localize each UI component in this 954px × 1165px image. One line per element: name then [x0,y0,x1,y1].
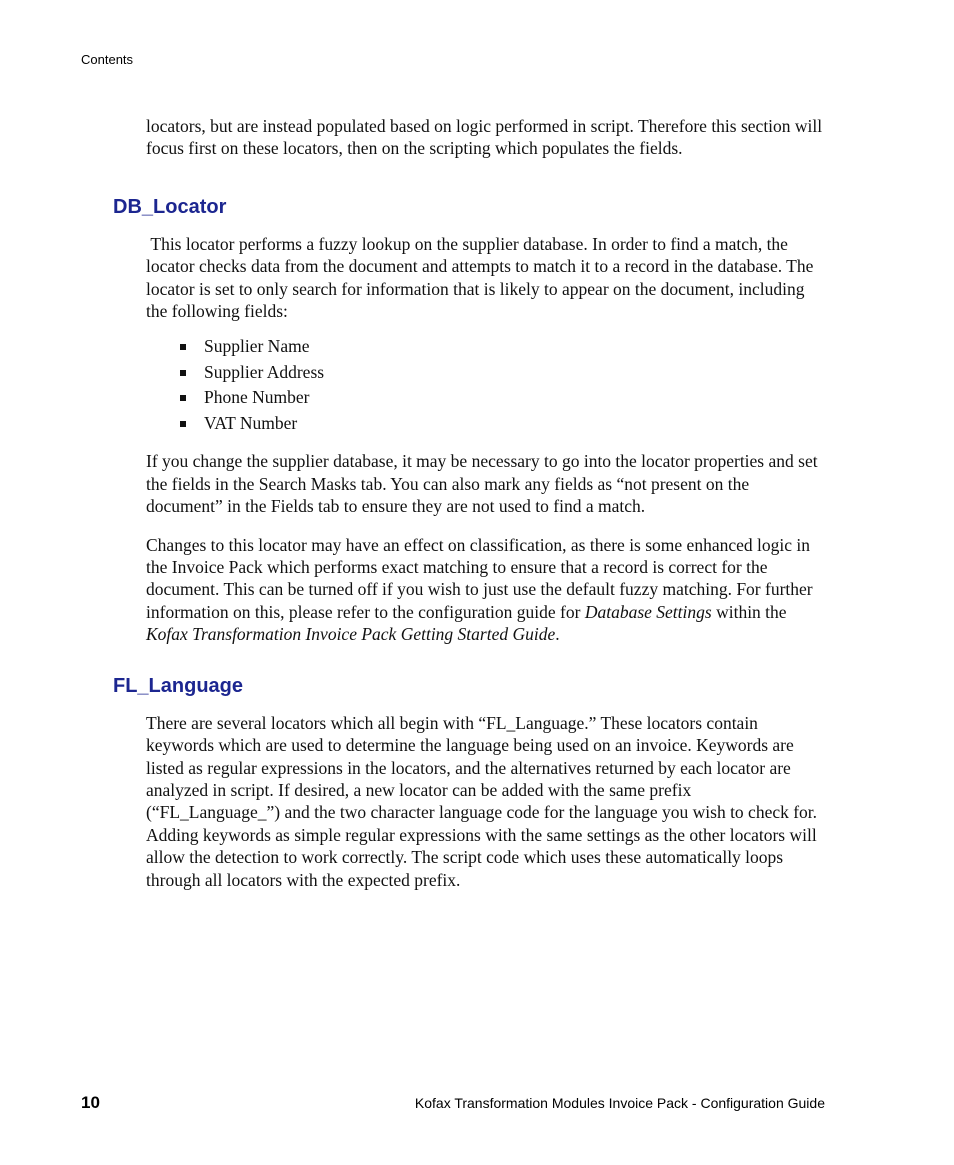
db-locator-paragraph-3 [146,534,826,646]
list-item [180,385,826,411]
bullet-icon [180,370,186,376]
section-heading-fl-language: FL_Language [113,674,244,697]
bullet-icon [180,421,186,427]
paragraph-text: . [555,624,560,645]
list-item-label: Supplier Address [204,361,325,382]
db-locator-paragraph-1: This locator performs a fuzzy lookup on the supplier database. In order to find a match, the locator checks data from the document and attempts to match it to a record in the database. The locator is set to only search for information that is likely to appear on the document, including the following fields: [146,233,818,322]
page-content [113,115,826,891]
field-list [146,334,826,436]
document-title: Kofax Transformation Modules Invoice Pack - Configuration Guide [414,1095,825,1111]
section-heading-db-locator: DB_Locator [113,195,227,218]
paragraph-text: Changes to this locator may have an effect on classification, as there is some enhanced logic in the Invoice Pack which performs exact matching to ensure that a record is correct for the document. This can be turned off if you wish to just use the default fuzzy matching. For further information on this, please refer to the configuration guide for [146,534,813,622]
list-item [180,411,826,437]
reference-database-settings: Database Settings [584,601,712,622]
reference-getting-started-guide: Kofax Transformation Invoice Pack Getting Started Guide [146,624,556,645]
list-item [180,334,826,360]
bullet-icon [180,344,186,350]
list-item-label: Supplier Name [204,336,310,357]
bullet-icon [180,395,186,401]
fl-language-paragraph: There are several locators which all begin with “FL_Language.” These locators contain keywords which are used to determine the language being used on an invoice. Keywords are listed as regular expressions in the locators, and the alternatives returned by each locator are analyzed in script. If desired, a new locator can be added with the same prefix (“FL_Language_”) and the two character language code for the language you wish to check for. Adding keywords as simple regular expressions with the same settings as the other locators will allow the detection to work correctly. The script code which uses these automatically loops through all locators with the expected prefix. [146,712,818,890]
running-header: Contents [81,52,134,67]
list-item [180,360,826,386]
list-item-label: VAT Number [204,412,298,433]
paragraph-text: within the [711,601,787,622]
page-number: 10 [81,1093,100,1112]
db-locator-paragraph-2: If you change the supplier database, it may be necessary to go into the locator properties and set the fields in the Search Masks tab. You can also mark any fields as “not present on the document” in the Fields tab to ensure they are not used to find a match. [146,451,818,517]
list-item-label: Phone Number [204,387,310,408]
intro-paragraph: locators, but are instead populated based on logic performed in script. Therefore this section will focus first on these locators, then on the scripting which populates the fields. [146,116,823,159]
